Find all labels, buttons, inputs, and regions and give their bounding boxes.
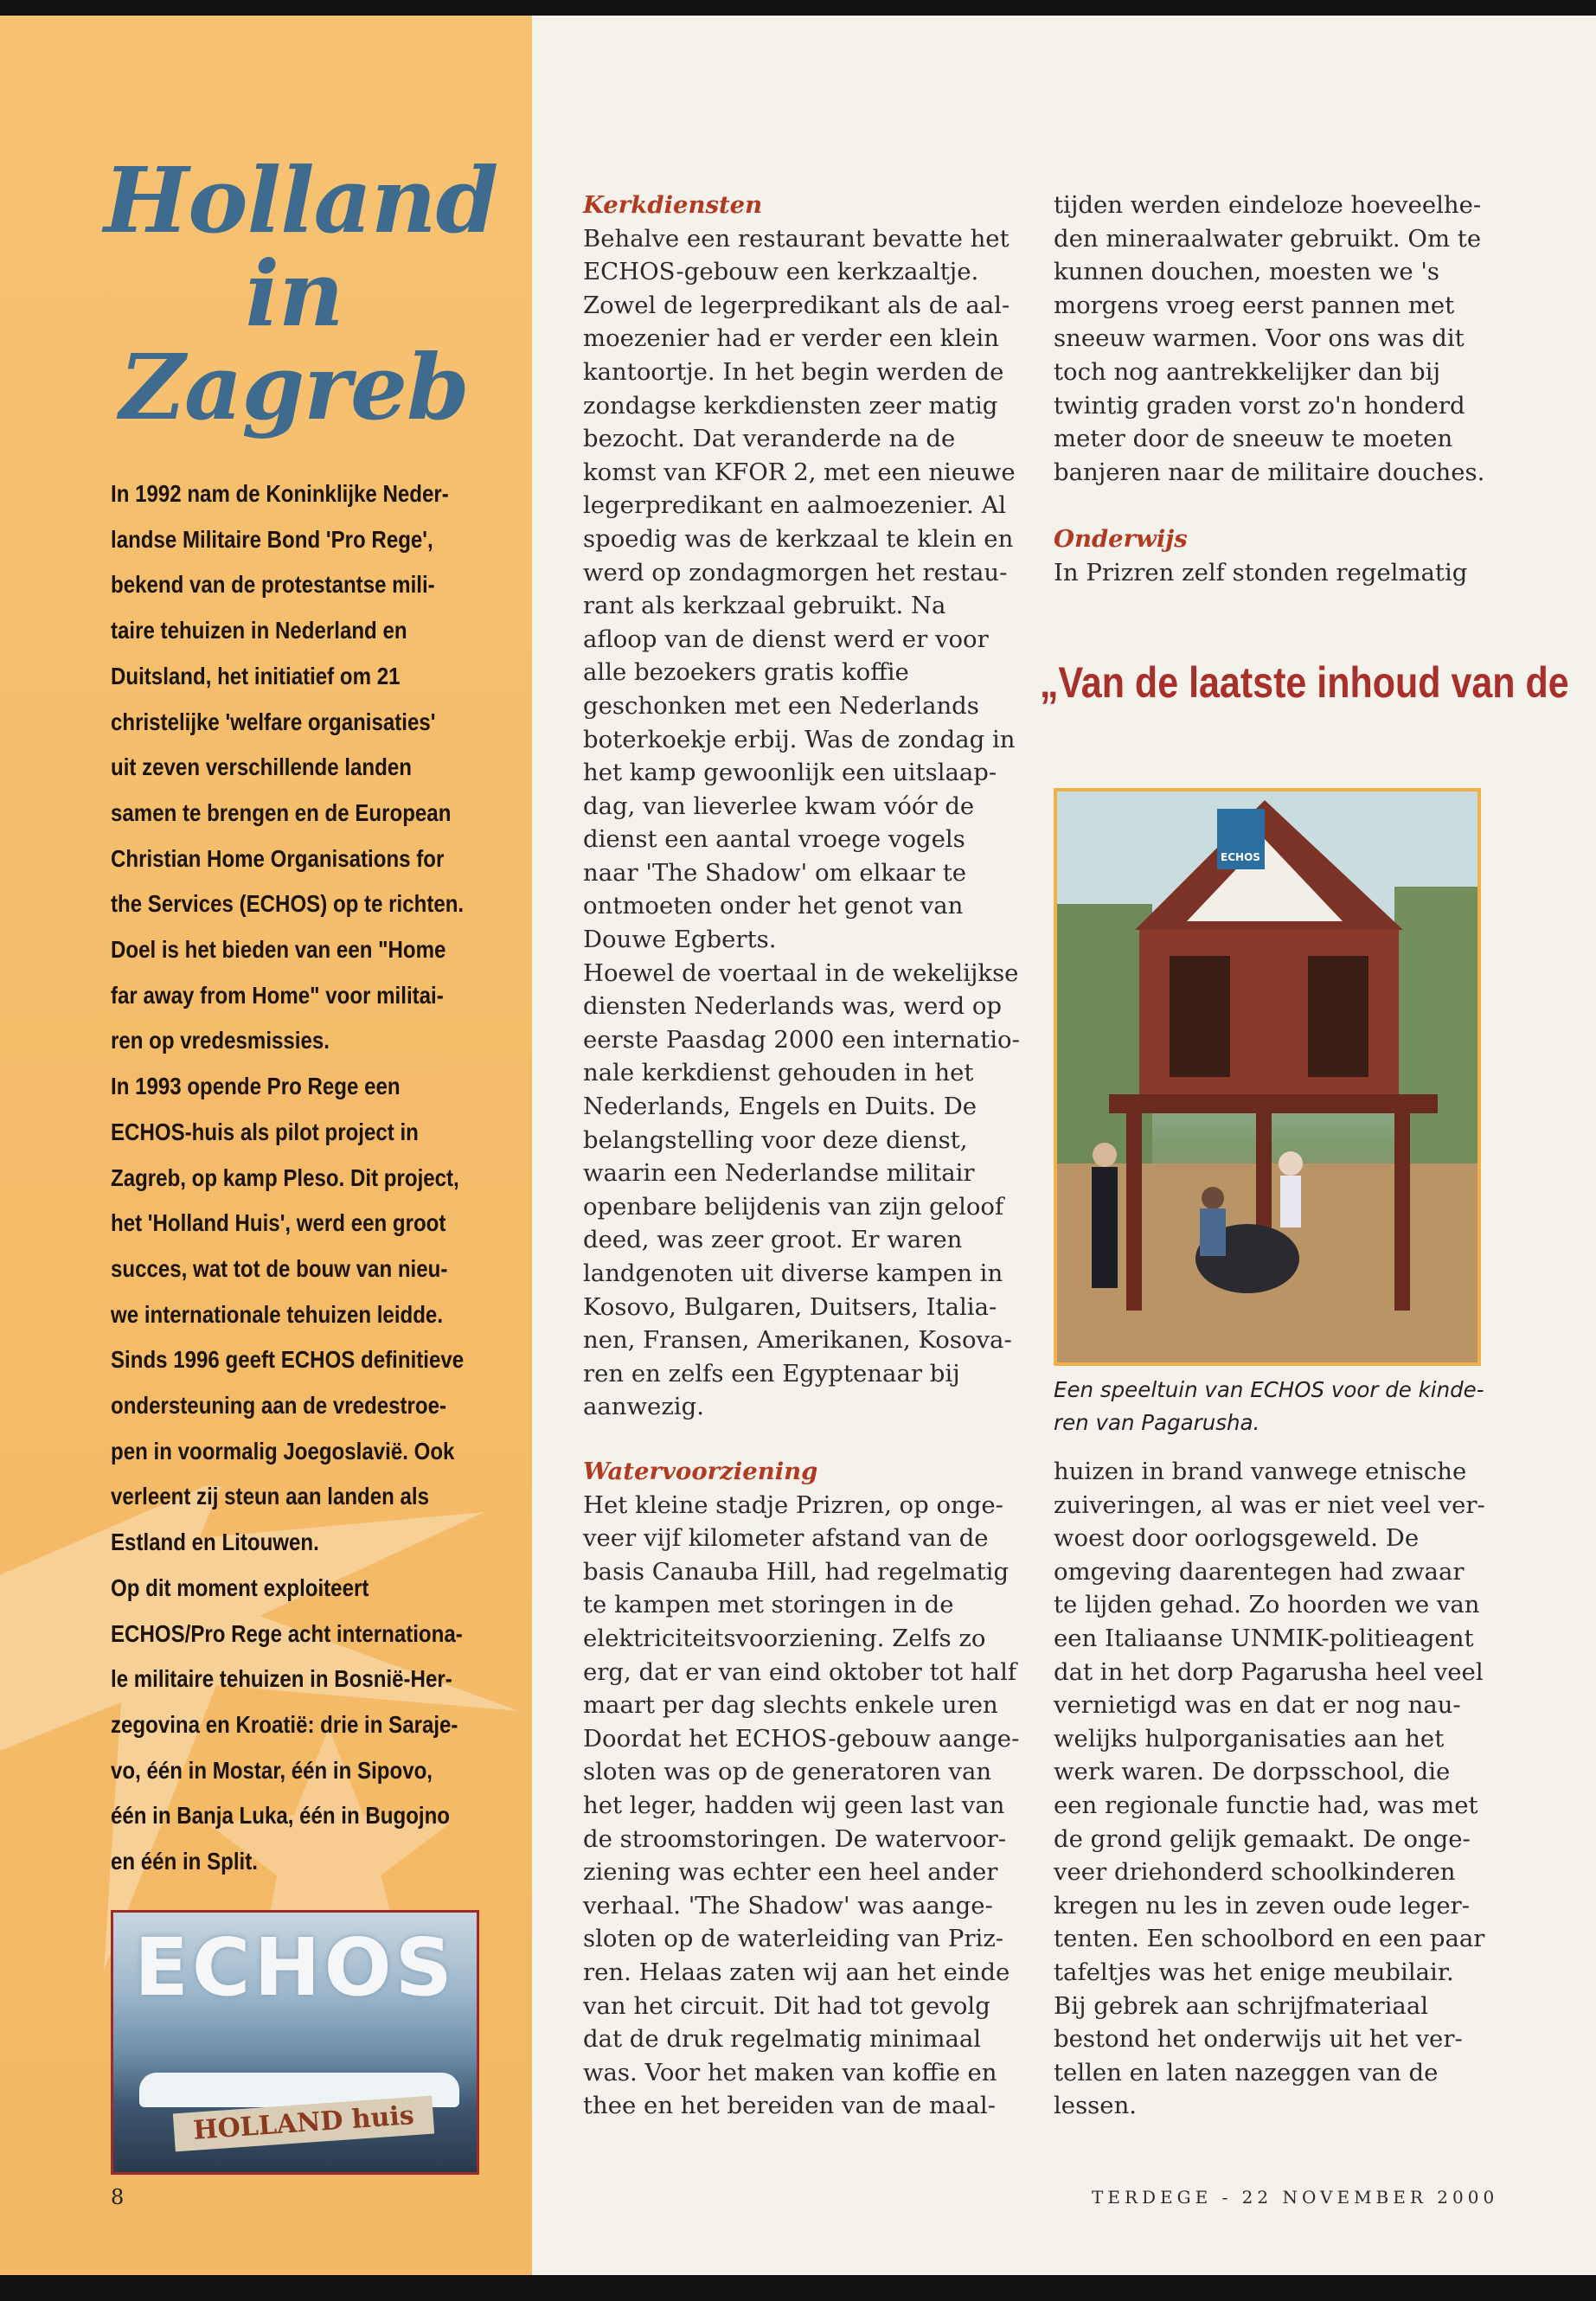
body-line: basis Canauba Hill, had regelmatig	[583, 1557, 1010, 1586]
intro-line: ren op vredesmissies.	[111, 1027, 330, 1054]
heading-watervoorziening: Watervoorziening	[583, 1458, 818, 1485]
body-line: sneeuw warmen. Voor ons was dit	[1054, 324, 1465, 353]
page-footer: TERDEGE - 22 NOVEMBER 2000	[1092, 2187, 1499, 2208]
intro-line: één in Banja Luka, één in Bugojno	[111, 1802, 451, 1830]
body-line: Kosovo, Bulgaren, Duitsers, Italia-	[583, 1292, 997, 1321]
body-line: bestond het onderwijs uit het ver-	[1054, 2025, 1463, 2054]
body-line: komst van KFOR 2, met een nieuwe	[583, 458, 1016, 486]
body-line: legerpredikant en aalmoezenier. Al	[583, 491, 1007, 520]
title-line-1: Holland	[104, 147, 498, 253]
heading-kerkdiensten: Kerkdiensten	[583, 191, 763, 219]
intro-line: Sinds 1996 geeft ECHOS definitieve	[111, 1346, 465, 1374]
body-line: deed, was zeer groot. Er waren	[583, 1226, 963, 1254]
body-line: tenten. Een schoolbord en een paar	[1054, 1925, 1485, 1953]
page-number: 8	[111, 2185, 125, 2209]
body-line: werk waren. De dorpsschool, die	[1054, 1758, 1451, 1786]
body-line: veer driehonderd schoolkinderen	[1054, 1858, 1456, 1887]
body-line: Douwe Egberts.	[583, 926, 777, 954]
body-line: Doordat het ECHOS-gebouw aange-	[583, 1724, 1020, 1753]
photo-caption	[1054, 1374, 1486, 1439]
body-line: dienst een aantal vroege vogels	[583, 825, 965, 854]
body-line: toch nog aantrekkelijker dan bij	[1054, 357, 1440, 386]
body-line: kunnen douchen, moesten we 's	[1054, 258, 1440, 286]
body-line: welijks hulporganisaties aan het	[1054, 1724, 1445, 1753]
echos-house-photo	[111, 1910, 479, 2175]
intro-line: we internationale tehuizen leidde.	[111, 1300, 444, 1328]
intro-line: uit zeven verschillende landen	[111, 753, 412, 781]
body-line: afloop van de dienst werd er voor	[583, 625, 989, 653]
body-line: kregen nu les in zeven oude leger-	[1054, 1891, 1471, 1920]
body-line: dat in het dorp Pagarusha heel veel	[1054, 1657, 1484, 1686]
page-title	[104, 147, 498, 440]
intro-line: verleent zij steun aan landen als	[111, 1483, 430, 1510]
intro-line: taire tehuizen in Nederland en	[111, 617, 407, 644]
body-line: zondagse kerkdiensten zeer matig	[583, 391, 998, 420]
body-line: openbare belijdenis van zijn geloof	[583, 1192, 1004, 1221]
body-line: tellen en laten nazeggen van de	[1054, 2058, 1439, 2086]
body-line: het kamp gewoonlijk een uitslaap-	[583, 759, 997, 787]
body-line: rant als kerkzaal gebruikt. Na	[583, 592, 946, 620]
body-line: In Prizren zelf stonden regelmatig	[1054, 558, 1468, 586]
body-line: ziening was echter een heel ander	[583, 1858, 998, 1887]
body-line: een regionale functie had, was met	[1054, 1791, 1478, 1819]
body-line: sloten op de waterleiding van Priz-	[583, 1925, 1004, 1953]
body-line: het leger, hadden wij geen last van	[583, 1791, 1005, 1819]
body-line: diensten Nederlands was, werd op	[583, 992, 1002, 1021]
body-line: tijden werden eindeloze hoeveelhe-	[1054, 191, 1482, 219]
playground-sign-text: ECHOS	[1221, 851, 1260, 863]
column-2-bottom	[1054, 1455, 1485, 2123]
body-line: belangstelling voor deze dienst,	[583, 1125, 968, 1154]
body-line: werd op zondagmorgen het restau-	[583, 558, 1008, 586]
body-line: morgens vroeg eerst pannen met	[1054, 291, 1455, 319]
body-line: zuiveringen, al was er niet veel ver-	[1054, 1490, 1485, 1519]
intro-text	[111, 471, 490, 1885]
photo-echos-lettering: ECHOS	[134, 1921, 456, 2014]
intro-line: vo, één in Mostar, één in Sipovo,	[111, 1756, 433, 1784]
body-line: aanwezig.	[583, 1393, 704, 1421]
body-line: ontmoeten onder het genot van	[583, 892, 964, 920]
body-line: elektriciteitsvoorziening. Zelfs zo	[583, 1624, 986, 1652]
intro-line: Op dit moment exploiteert	[111, 1574, 369, 1601]
intro-line: le militaire tehuizen in Bosnië-Her-	[111, 1665, 452, 1693]
body-line: nen, Fransen, Amerikanen, Kosova-	[583, 1326, 1012, 1355]
photo-holland-huis-sign: HOLLAND huis	[173, 2096, 434, 2152]
body-line: tafeltjes was het enige meubilair.	[1054, 1958, 1454, 1986]
body-line: sloten was op de generatoren van	[583, 1758, 992, 1786]
body-line: dag, van lieverlee kwam vóór de	[583, 792, 975, 820]
column-2-top-body	[1054, 189, 1484, 489]
body-line: alle bezoekers gratis koffie	[583, 658, 909, 687]
body-line: bezocht. Dat veranderde na de	[583, 425, 956, 453]
body-line: huizen in brand vanwege etnische	[1054, 1458, 1467, 1485]
playground-photo	[1054, 788, 1481, 1366]
paragraph-gap	[1054, 489, 1484, 522]
body-line: lessen.	[1054, 2092, 1138, 2120]
body-line: Bij gebrek aan schrijfmateriaal	[1054, 1991, 1429, 2020]
pull-quote: „Van de laatste inhoud van de	[1040, 658, 1569, 707]
heading-onderwijs: Onderwijs	[1054, 524, 1188, 553]
intro-line: zegovina en Kroatië: drie in Saraje-	[111, 1710, 458, 1738]
column-1-top	[583, 189, 1020, 1424]
intro-line: succes, wat tot de bouw van nieu-	[111, 1254, 448, 1282]
intro-line: landse Militaire Bond 'Pro Rege',	[111, 525, 433, 553]
body-line: eerste Paasdag 2000 een internatio-	[583, 1025, 1020, 1054]
caption-line-1: Een speeltuin van ECHOS voor de kinde-	[1054, 1377, 1484, 1402]
body-line: naar 'The Shadow' om elkaar te	[583, 858, 967, 887]
intro-line: Zagreb, op kamp Pleso. Dit project,	[111, 1163, 459, 1191]
intro-line: bekend van de protestantse mili-	[111, 571, 435, 599]
magazine-page	[0, 16, 1596, 2275]
body-line: Behalve een restaurant bevatte het	[583, 224, 1010, 253]
intro-line: In 1993 opende Pro Rege een	[111, 1073, 401, 1100]
title-line-3: Zagreb	[119, 334, 469, 440]
body-line: banjeren naar de militaire douches.	[1054, 458, 1485, 486]
intro-line: the Services (ECHOS) op te richten.	[111, 890, 465, 918]
body-line: van het circuit. Dit had tot gevolg	[583, 1991, 990, 2020]
intro-line: samen te brengen en de European	[111, 798, 452, 826]
body-line: dat de druk regelmatig minimaal	[583, 2025, 982, 2054]
intro-line: en één in Split.	[111, 1848, 258, 1875]
body-line: een Italiaanse UNMIK-politieagent	[1054, 1624, 1474, 1652]
body-line: te kampen met storingen in de	[583, 1591, 954, 1619]
intro-line: In 1992 nam de Koninklijke Neder-	[111, 480, 449, 507]
body-line: moezenier had er verder een klein	[583, 324, 999, 353]
body-line: ECHOS-gebouw een kerkzaaltje.	[583, 258, 979, 286]
body-line: erg, dat er van eind oktober tot half	[583, 1657, 1017, 1686]
intro-line: het 'Holland Huis', werd een groot	[111, 1209, 446, 1237]
column-2-top	[1054, 189, 1484, 589]
body-line: Hoewel de voertaal in de wekelijkse	[583, 958, 1019, 987]
intro-line: Christian Home Organisations for	[111, 844, 445, 872]
body-line: landgenoten uit diverse kampen in	[583, 1259, 1003, 1287]
intro-line: ECHOS-huis als pilot project in	[111, 1118, 419, 1145]
body-line: de stroomstoringen. De watervoor-	[583, 1824, 1007, 1853]
body-line: thee en het bereiden van de maal-	[583, 2092, 996, 2120]
body-line: Het kleine stadje Prizren, op onge-	[583, 1490, 1003, 1519]
column-1-bottom	[583, 1455, 1019, 2123]
caption-line-2: ren van Pagarusha.	[1054, 1410, 1260, 1435]
body-line: omgeving daarentegen had zwaar	[1054, 1557, 1465, 1586]
body-line: vernietigd was en dat er nog nau-	[1054, 1691, 1461, 1720]
body-line: geschonken met een Nederlands	[583, 691, 979, 720]
title-line-2: in	[245, 240, 343, 347]
intro-line: ECHOS/Pro Rege acht internationa-	[111, 1619, 463, 1647]
column-1-top-body	[583, 222, 1020, 1424]
column-2-after-heading	[1054, 556, 1484, 590]
body-line: nale kerkdienst gehouden in het	[583, 1059, 974, 1087]
body-line: woest door oorlogsgeweld. De	[1054, 1524, 1420, 1553]
body-line: spoedig was de kerkzaal te klein en	[583, 524, 1014, 553]
intro-line: Duitsland, het initiatief om 21	[111, 662, 401, 689]
body-line: boterkoekje erbij. Was de zondag in	[583, 725, 1016, 753]
body-line: kantoortje. In het begin werden de	[583, 357, 1004, 386]
sidebar-box	[0, 16, 532, 2275]
body-line: de grond gelijk gemaakt. De onge-	[1054, 1824, 1471, 1853]
body-line: meter door de sneeuw te moeten	[1054, 425, 1453, 453]
body-line: veer vijf kilometer afstand van de	[583, 1524, 989, 1553]
body-line: ren en zelfs een Egyptenaar bij	[583, 1359, 960, 1388]
playground-illustration	[1057, 792, 1477, 1362]
column-2-bottom-body	[1054, 1455, 1485, 2123]
body-line: maart per dag slechts enkele uren	[583, 1691, 998, 1720]
intro-line: Estland en Litouwen.	[111, 1529, 319, 1556]
body-line: verhaal. 'The Shadow' was aange-	[583, 1891, 993, 1920]
body-line: ren. Helaas zaten wij aan het einde	[583, 1958, 1010, 1986]
body-line: den mineraalwater gebruikt. Om te	[1054, 224, 1482, 253]
column-1-bottom-body	[583, 1489, 1019, 2123]
intro-line: Doel is het bieden van een "Home	[111, 936, 446, 964]
body-line: was. Voor het maken van koffie en	[583, 2058, 997, 2086]
body-line: Zowel de legerpredikant als de aal-	[583, 291, 1010, 319]
body-line: waarin een Nederlandse militair	[583, 1159, 975, 1188]
intro-line: pen in voormalig Joegoslavië. Ook	[111, 1437, 455, 1465]
intro-line: ondersteuning aan de vredestroe-	[111, 1392, 447, 1420]
body-line: Nederlands, Engels en Duits. De	[583, 1093, 977, 1121]
body-line: twintig graden vorst zo'n honderd	[1054, 391, 1465, 420]
intro-line: far away from Home" voor militai-	[111, 981, 444, 1009]
body-line: te lijden gehad. Zo hoorden we van	[1054, 1591, 1480, 1619]
intro-line: christelijke 'welfare organisaties'	[111, 708, 436, 735]
